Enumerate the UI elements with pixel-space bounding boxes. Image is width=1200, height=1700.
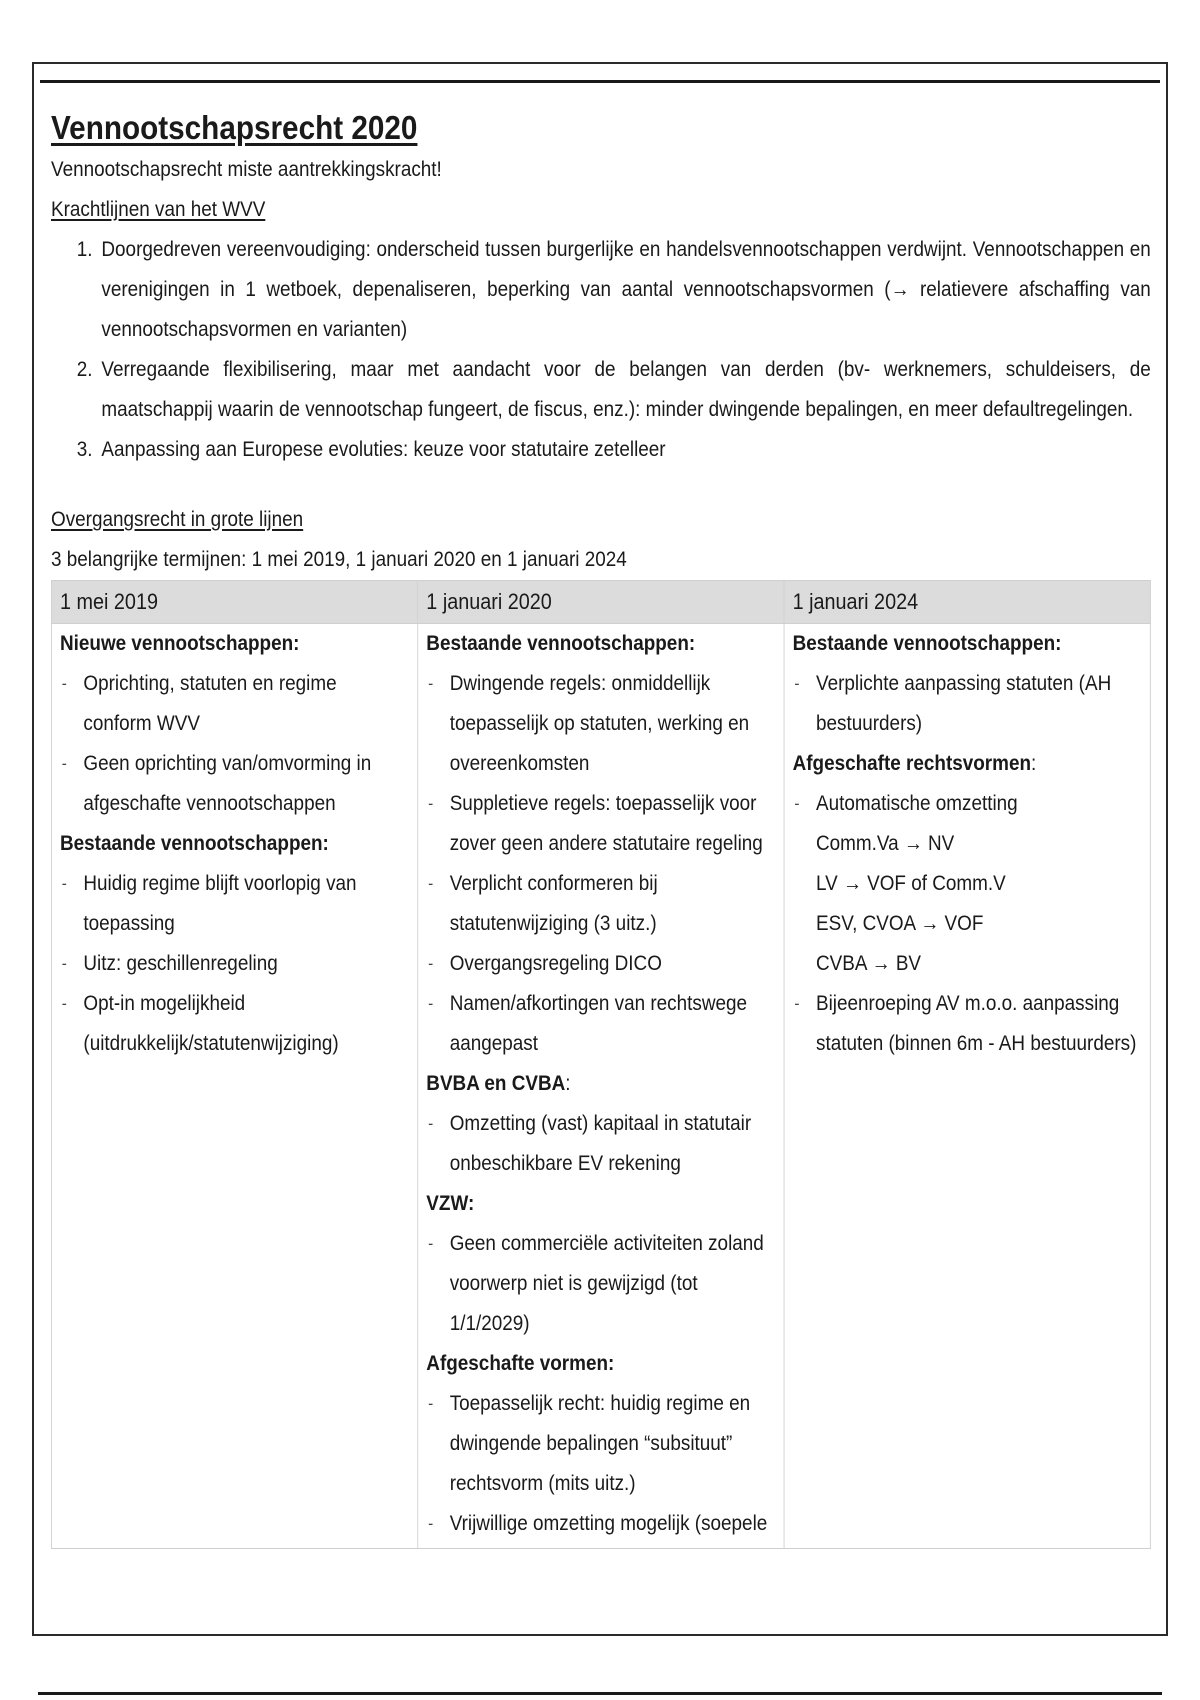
krachtlijnen-heading: Krachtlijnen van het WVV	[51, 198, 266, 221]
list-item: - Verplicht conformeren bij statutenwijziging (3 uitz.)	[450, 864, 776, 944]
cell-2020	[418, 624, 784, 1549]
overgang-summary: 3 belangrijke termijnen: 1 mei 2019, 1 januari 2020 en 1 januari 2024	[51, 548, 627, 571]
header-cell-2024: 1 januari 2024	[784, 581, 1150, 624]
list-item: - Bijeenroeping AV m.o.o. aanpassing statuten (binnen 6m - AH bestuurders)	[816, 984, 1142, 1064]
list-item: - Oprichting, statuten en regime conform WVV	[83, 664, 409, 744]
list-item: - Toepasselijk recht: huidig regime en dwingende bepalingen “subsituut” rechtsvorm (mits uitz.)	[450, 1384, 776, 1504]
section-title-row: Afgeschafte rechtsvormen:	[792, 752, 1037, 775]
table-header-row	[51, 581, 1150, 624]
section-title: Nieuwe vennootschappen:	[60, 632, 300, 655]
conversion-line: CVBA → BV	[816, 952, 922, 975]
list-item: - Suppletieve regels: toepasselijk voor zover geen andere statutaire regeling	[450, 784, 776, 864]
section-title: BVBA en CVBA	[426, 1072, 566, 1095]
cell-2019	[51, 624, 417, 1549]
principle-item: 3. Aanpassing aan Europese evoluties: keuze voor statutaire zetelleer	[98, 430, 1151, 470]
krachtlijnen-list	[51, 230, 1151, 470]
transition-table	[51, 580, 1151, 1549]
section-title-row: BVBA en CVBA:	[426, 1072, 571, 1095]
list-item: - Huidig regime blijft voorlopig van toepassing	[83, 864, 409, 944]
conversion-lead: - Automatische omzetting	[816, 792, 1018, 815]
document-content	[51, 106, 1151, 1549]
principle-item: 2. Verregaande flexibilisering, maar met aandacht voor de belangen van derden (bv- werknemers, schuldeisers, de maatschappij waarin de vennootschap fungeert, de fiscus, enz.): minder dwingende bepalingen, en meer defaultregelingen.	[98, 350, 1151, 430]
next-page-rule	[38, 1692, 1162, 1695]
conversion-line: ESV, CVOA → VOF	[816, 912, 984, 935]
list-item: - Geen commerciële activiteiten zoland voorwerp niet is gewijzigd (tot 1/1/2029)	[450, 1224, 776, 1344]
header-cell-2019: 1 mei 2019	[51, 581, 417, 624]
bullet-list	[60, 864, 409, 1064]
cell-2024	[784, 624, 1150, 1549]
list-item: - Omzetting (vast) kapitaal in statutair onbeschikbare EV rekening	[450, 1104, 776, 1184]
principle-item: 1. Doorgedreven vereenvoudiging: onderscheid tussen burgerlijke en handelsvennootschappen verdwijnt. Vennootschappen en verenigingen in 1 wetboek, depenaliseren, beperking van aantal vennootschapsvormen (→ relatievere afschaffing van vennootschapsvormen en varianten)	[98, 230, 1151, 350]
list-item: - Namen/afkortingen van rechtswege aangepast	[450, 984, 776, 1064]
bullet-list	[60, 664, 409, 824]
intro-text: Vennootschapsrecht miste aantrekkingskracht!	[51, 158, 442, 181]
section-title: Bestaande vennootschappen:	[792, 632, 1062, 655]
overgang-heading: Overgangsrecht in grote lijnen	[51, 508, 304, 531]
conversion-line: Comm.Va → NV	[816, 832, 955, 855]
bullet-list	[426, 1384, 775, 1544]
section-title: VZW:	[426, 1192, 475, 1215]
section-title: Bestaande vennootschappen:	[426, 632, 696, 655]
list-item: - Geen oprichting van/omvorming in afgeschafte vennootschappen	[83, 744, 409, 824]
section-title: Afgeschafte vormen:	[426, 1352, 615, 1375]
section-title: Bestaande vennootschappen:	[60, 832, 329, 855]
bullet-list	[793, 784, 1142, 1064]
bullet-list	[426, 1104, 775, 1184]
bullet-list	[793, 664, 1142, 744]
bullet-list	[426, 1224, 775, 1344]
header-cell-2020: 1 januari 2020	[418, 581, 784, 624]
list-item: - Uitz: geschillenregeling	[83, 944, 409, 984]
top-rule	[40, 80, 1160, 83]
list-item: - Overgangsregeling DICO	[450, 944, 776, 984]
list-item: - Vrijwillige omzetting mogelijk (soepele	[450, 1504, 776, 1544]
list-item: - Opt-in mogelijkheid (uitdrukkelijk/statutenwijziging)	[83, 984, 409, 1064]
conversion-line: LV → VOF of Comm.V	[816, 872, 1006, 895]
section-title: Afgeschafte rechtsvormen	[792, 752, 1032, 775]
bullet-list	[426, 664, 775, 1064]
document-title: Vennootschapsrecht 2020	[51, 109, 418, 146]
page-frame	[32, 62, 1168, 1636]
list-item	[816, 784, 1142, 984]
list-item: - Dwingende regels: onmiddellijk toepasselijk op statuten, werking en overeenkomsten	[450, 664, 776, 784]
table-row	[51, 624, 1150, 1549]
list-item: - Verplichte aanpassing statuten (AH bestuurders)	[816, 664, 1142, 744]
